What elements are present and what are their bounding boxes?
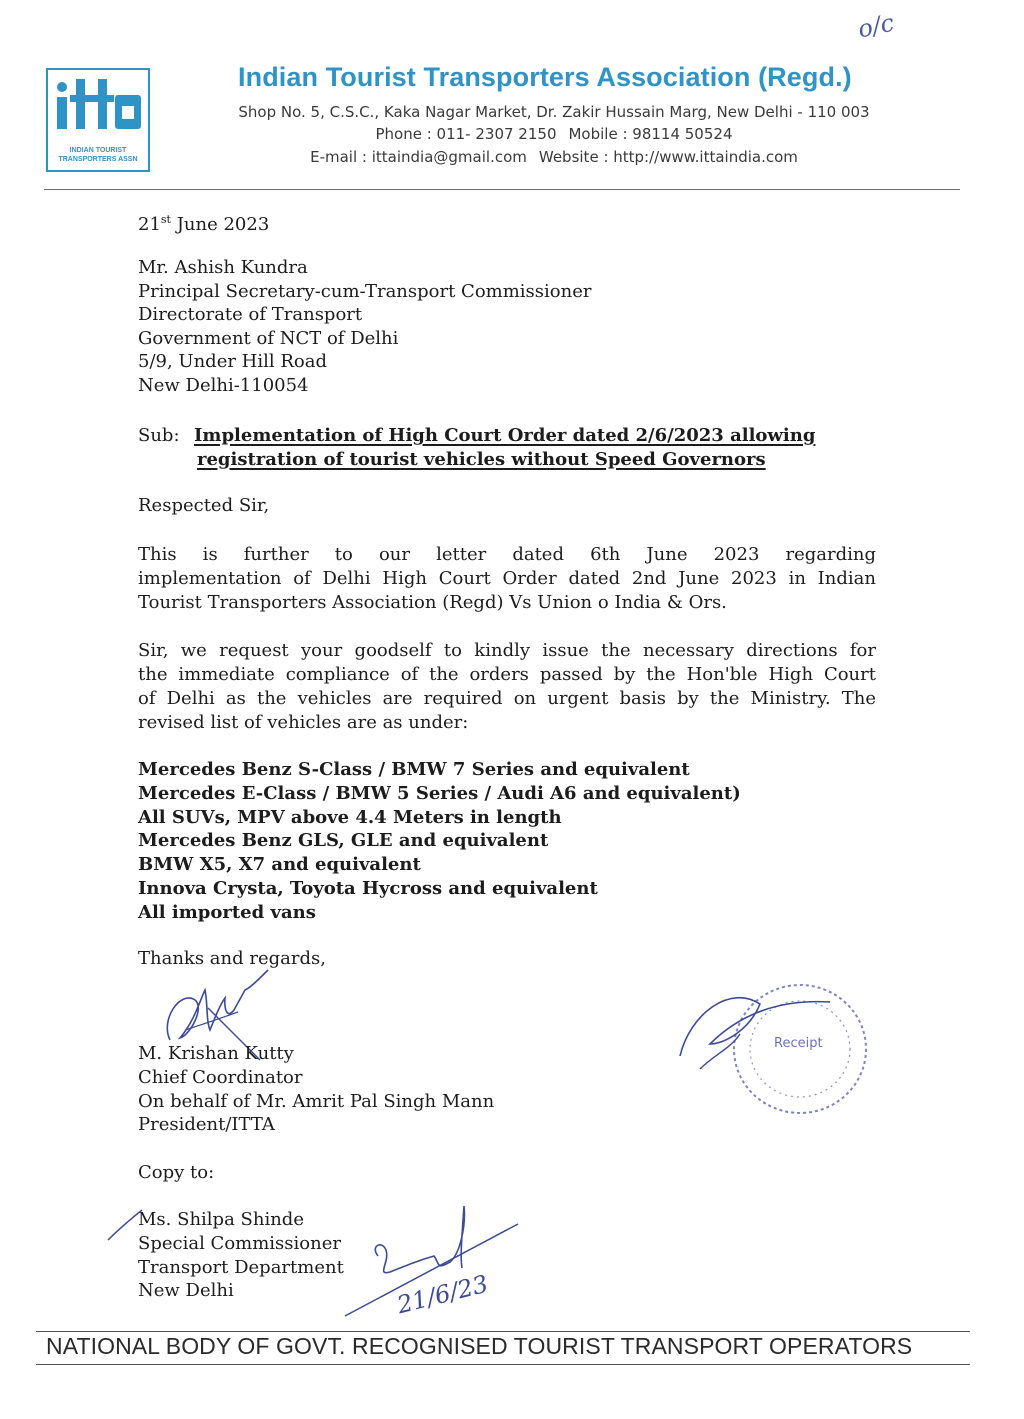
paragraph-line: of Delhi as the vehicles are required on urgent basis by the Ministry. The [138,688,876,709]
handwritten-date: 21/6/23 [394,1269,491,1320]
signer-line: President/ITTA [138,1114,275,1136]
header-phone: Phone : 011- 2307 2150 [375,125,557,143]
corner-handwritten-note: o/c [855,8,897,44]
subject-text [194,424,815,471]
header-contact-line [174,148,934,166]
vehicle-item: Mercedes E-Class / BMW 5 Series / Audi A6 and equivalent) [138,782,741,804]
recipient-line: Government of NCT of Delhi [138,327,399,349]
itta-logo [46,68,150,172]
header-address: Shop No. 5, C.S.C., Kaka Nagar Market, Dr. Zakir Hussain Marg, New Delhi - 110 003 [238,103,870,121]
footer-divider-bottom [36,1364,970,1365]
paragraph-line: revised list of vehicles are as under: [138,712,469,733]
paragraph-2 [138,639,876,735]
signer-line: Chief Coordinator [138,1066,303,1088]
copy-to-line: Special Commissioner [138,1232,341,1254]
copy-to-label: Copy to: [138,1162,215,1183]
stamp-label: Receipt [774,1036,823,1051]
paragraph-line: implementation of Delhi High Court Order dated 2nd June 2023 in Indian [138,568,876,589]
paragraph-1 [138,543,876,615]
footer-divider-top [36,1331,970,1332]
header-divider [44,189,960,190]
header-mobile: Mobile : 98114 50524 [568,125,733,143]
recipient-address [138,256,591,397]
copy-to-line: Transport Department [138,1256,344,1278]
footer-text: NATIONAL BODY OF GOVT. RECOGNISED TOURIST TRANSPORT OPERATORS [46,1333,913,1359]
organization-name: Indian Tourist Transporters Association (Regd.) [238,62,852,92]
paragraph-line: Sir, we request your goodself to kindly issue the necessary directions for [138,640,876,661]
date-rest: June 2023 [170,214,270,235]
logo-subtitle-line1: INDIAN TOURIST [69,147,127,154]
itta-logo-mark-icon [51,73,145,137]
header-website: Website : http://www.ittaindia.com [538,148,798,166]
paragraph-line: the immediate compliance of the orders passed by the Hon'ble High Court [138,664,876,685]
subject-line: registration of tourist vehicles without Speed Governors [197,448,766,470]
vehicle-item: Innova Crysta, Toyota Hycross and equivalent [138,877,598,899]
signer-line: On behalf of Mr. Amrit Pal Singh Mann [138,1090,495,1112]
recipient-line: Directorate of Transport [138,304,363,325]
salutation: Respected Sir, [138,495,270,516]
vehicle-list [138,758,741,925]
signer-block [138,1042,494,1137]
vehicle-item: All imported vans [138,901,316,923]
receipt-stamp [670,974,870,1124]
recipient-line: Mr. Ashish Kundra [138,257,308,278]
paragraph-line: Tourist Transporters Association (Regd) Vs Union o India & Ors. [138,592,727,613]
subject-label: Sub: [138,425,180,446]
vehicle-item: BMW X5, X7 and equivalent [138,854,421,876]
letter-date [138,208,269,237]
recipient-line: New Delhi-110054 [138,374,309,396]
logo-subtitle-line2: TRANSPORTERS ASSN [58,156,138,163]
header-email: E-mail : ittaindia@gmail.com [310,148,527,166]
closing: Thanks and regards, [138,948,326,969]
stamp-icon [670,974,870,1124]
copy-to-line: New Delhi [138,1280,234,1302]
vehicle-item: Mercedes Benz GLS, GLE and equivalent [138,830,549,852]
vehicle-item: Mercedes Benz S-Class / BMW 7 Series and equivalent [138,759,690,780]
header-phone-line [174,125,934,143]
forwarding-signature-icon [100,1196,530,1326]
recipient-line: 5/9, Under Hill Road [138,351,328,372]
signer-line: M. Krishan Kutty [138,1043,294,1064]
date-suffix: st [160,213,171,226]
logo-subtitle [48,146,148,164]
date-day: 21 [138,214,161,235]
copy-to-line: Ms. Shilpa Shinde [138,1209,304,1230]
subject-line: Implementation of High Court Order dated 2/6/2023 allowing [194,425,816,446]
paragraph-line: This is further to our letter dated 6th June 2023 regarding [138,544,876,565]
vehicle-item: All SUVs, MPV above 4.4 Meters in length [138,806,562,828]
recipient-line: Principal Secretary-cum-Transport Commissioner [138,280,592,302]
